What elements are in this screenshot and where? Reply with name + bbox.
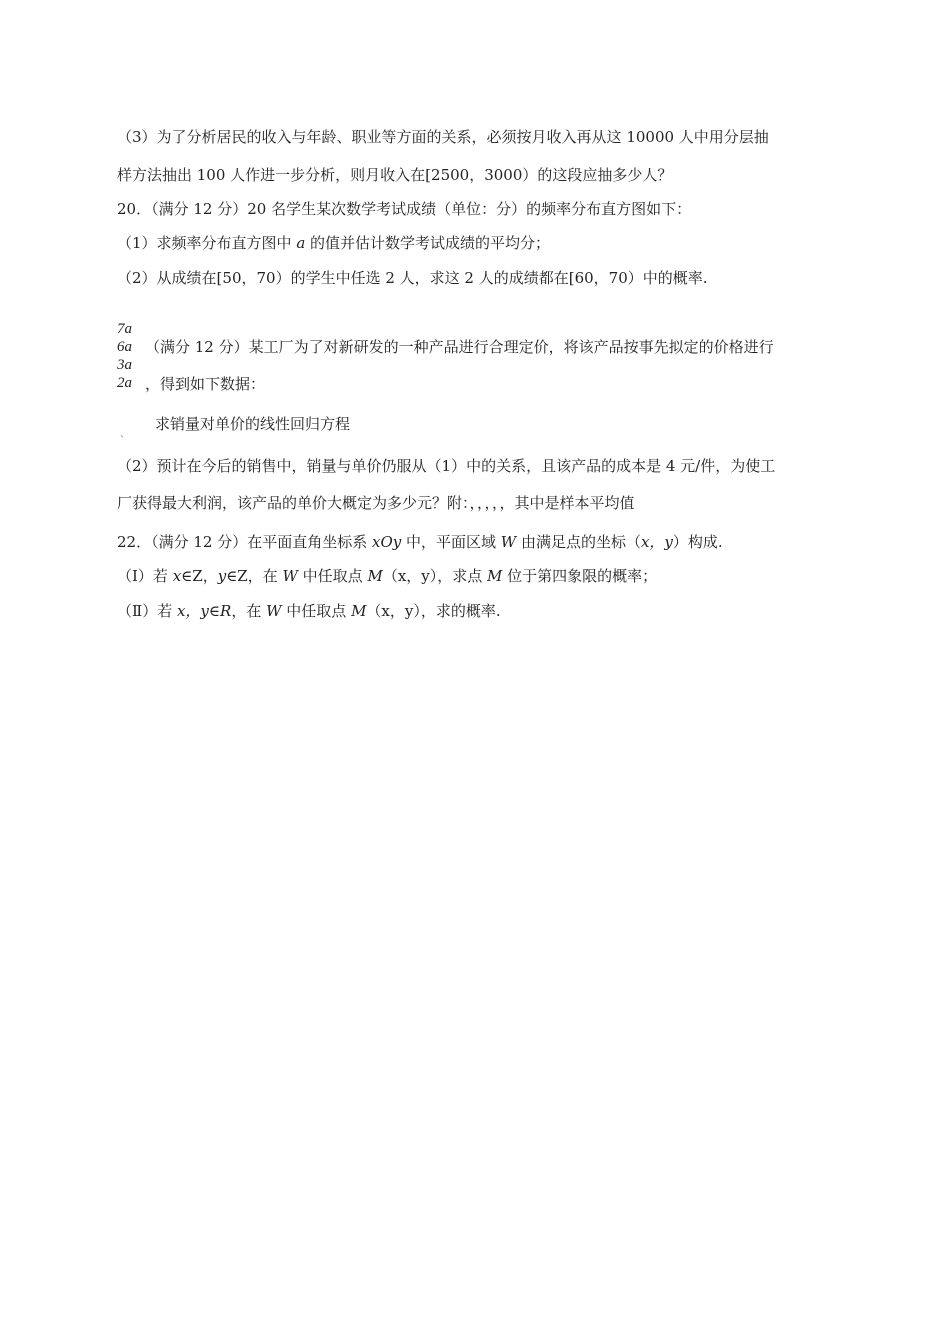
q22-part1: [117, 566, 657, 586]
q20-stem: 20．（满分 12 分）20 名学生某次数学考试成绩（单位：分）的频率分布直方图如下：: [117, 200, 692, 218]
q22-part1-text: （Ⅰ）若: [117, 567, 173, 585]
q22-part2-text: （Ⅱ）若: [117, 602, 177, 620]
q22-part2: [117, 601, 501, 621]
q22-stem: [117, 532, 723, 552]
q22-part1-x: x: [172, 567, 182, 585]
q21-stem-line1: （满分 12 分）某工厂为了对新研发的一种产品进行合理定价，将该产品按事先拟定的价格进行: [145, 338, 774, 356]
q22-part2-text: 中任取点: [281, 602, 352, 620]
q22-part1-text: ∈Z，: [181, 567, 218, 585]
q21-part1: 求销量对单价的线性回归方程: [155, 415, 351, 433]
q22-stem-xy: x，y: [640, 533, 673, 551]
histogram-axis-labels: [117, 320, 132, 392]
q19-part3-line2: 样方法抽出 100 人作进一步分析，则月收入在[2500，3000）的这段应抽多少人？: [117, 166, 673, 184]
q22-part2-text: （x，y），求的概率.: [366, 602, 501, 620]
q22-part2-w: W: [266, 602, 282, 620]
q22-part2-text: ，在: [231, 602, 267, 620]
q22-part1-y: y: [217, 567, 227, 585]
q22-stem-text: 22．（满分 12 分）在平面直角坐标系: [117, 533, 372, 551]
histogram-label: 3a: [117, 357, 132, 373]
q22-part1-w: W: [282, 567, 298, 585]
histogram-label: 6a: [117, 339, 132, 355]
q22-part1-m2: M: [487, 567, 503, 585]
q21-part2-line1: （2）预计在今后的销售中，销量与单价仍服从（1）中的关系，且该产品的成本是 4 元/件，为使工: [117, 457, 776, 475]
q22-part2-r: R: [220, 602, 232, 620]
q22-stem-xoy: xOy: [371, 533, 402, 551]
q22-part2-xy: x，y: [176, 602, 209, 620]
q20-part1-text: （1）求频率分布直方图中: [117, 234, 297, 252]
q20-part1-var: a: [296, 234, 306, 252]
q22-part1-text: 中任取点: [297, 567, 368, 585]
q22-part1-m: M: [367, 567, 383, 585]
histogram-label: 2a: [117, 375, 132, 391]
q19-part3-line1: （3）为了分析居民的收入与年龄、职业等方面的关系，必须按月收入再从这 10000 人中用分层抽: [117, 128, 769, 146]
q22-part1-text: 位于第四象限的概率；: [502, 567, 658, 585]
q22-part1-text: （x，y），求点: [382, 567, 488, 585]
q21-part2-line2: 厂获得最大利润，该产品的单价大概定为多少元？附：，，，，，其中是样本平均值: [117, 494, 635, 512]
q21-stem-line2: ，得到如下数据：: [145, 375, 266, 393]
histogram-label: 7a: [117, 321, 132, 337]
q20-part1: [117, 233, 550, 253]
q22-stem-text: 由满足点的坐标（: [516, 533, 641, 551]
q22-part1-text: ∈Z，在: [226, 567, 283, 585]
q22-part2-text: ∈: [208, 602, 221, 620]
q20-part2: （2）从成绩在[50，70）的学生中任选 2 人，求这 2 人的成绩都在[60，70）中的概率.: [117, 269, 708, 287]
q22-stem-text: 中，平面区域: [401, 533, 501, 551]
q22-stem-w: W: [500, 533, 517, 551]
q22-part2-m: M: [351, 602, 367, 620]
q20-part1-text-end: 的值并估计数学考试成绩的平均分；: [305, 234, 551, 252]
q22-stem-text: ）构成.: [672, 533, 723, 551]
q21-part1-artifact: 、: [120, 429, 130, 440]
